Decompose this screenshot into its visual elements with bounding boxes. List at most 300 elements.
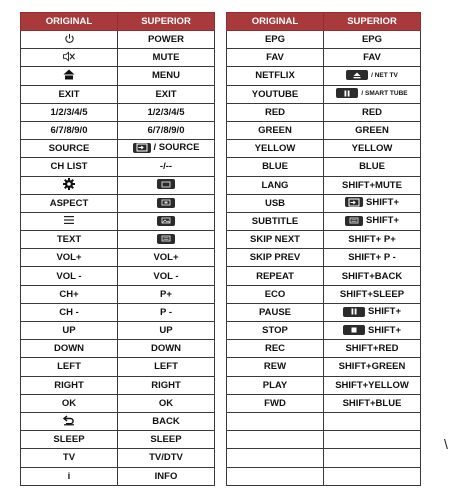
right-superior-cell: [324, 231, 421, 249]
left-superior-text: / SOURCE: [153, 142, 200, 154]
left-superior-cell-content: [153, 271, 178, 282]
right-superior-cell-content: [340, 289, 404, 300]
right-superior-text: EPG: [361, 34, 383, 46]
table-row: [227, 322, 421, 340]
left-original-text: DOWN: [53, 343, 85, 355]
table-row: [21, 31, 215, 49]
left-original-cell-content: [54, 343, 84, 354]
left-original-cell-content: [62, 51, 76, 62]
left-original-cell: [21, 121, 118, 139]
stray-mark: \: [444, 436, 448, 452]
right-superior-cell-content: [362, 34, 382, 45]
left-original-cell: [21, 158, 118, 176]
right-superior-cell: [324, 449, 421, 467]
left-superior-cell: [118, 431, 215, 449]
source-key-icon: [345, 197, 363, 207]
right-original-cell: [227, 358, 324, 376]
table-row: [21, 340, 215, 358]
right-superior-cell-content: [348, 234, 396, 245]
left-original-cell-content: [68, 471, 71, 482]
left-original-cell: [21, 376, 118, 394]
left-superior-text: MENU: [152, 70, 180, 82]
right-superior-cell-content: [355, 125, 389, 136]
left-superior-cell: [118, 249, 215, 267]
left-original-cell-content: [63, 215, 75, 225]
left-original-cell: [21, 140, 118, 158]
source-key-icon: [133, 143, 151, 153]
left-original-text: CH+: [59, 288, 79, 300]
left-original-cell-content: [63, 415, 75, 426]
table-row: [21, 121, 215, 139]
right-original-cell-content: [258, 125, 292, 136]
table-row: [21, 267, 215, 285]
right-header-row: [227, 13, 421, 31]
right-original-cell-content: [262, 325, 288, 336]
aspect-key-icon: [157, 198, 175, 208]
table-row: [227, 194, 421, 212]
left-original-cell: [21, 340, 118, 358]
right-original-cell: [227, 249, 324, 267]
right-header-original: ORIGINAL: [227, 13, 324, 31]
left-superior-cell: [118, 358, 215, 376]
right-original-cell-content: [250, 252, 301, 263]
right-original-cell: [227, 31, 324, 49]
right-superior-cell-content: [343, 306, 401, 317]
right-superior-text: SHIFT+RED: [345, 343, 399, 355]
right-original-text: BLUE: [262, 161, 288, 173]
right-superior-cell-content: [335, 380, 409, 391]
right-superior-text: SHIFT+: [368, 306, 401, 318]
left-superior-cell-content: [160, 289, 172, 300]
right-original-cell: [227, 140, 324, 158]
table-row: [21, 231, 215, 249]
table-row: [227, 431, 421, 449]
left-original-text: SLEEP: [53, 434, 85, 446]
right-original-cell-content: [252, 89, 298, 100]
left-original-cell-content: [64, 33, 75, 44]
left-original-cell-content: [50, 198, 89, 209]
table-row: [227, 358, 421, 376]
right-original-cell-content: [265, 107, 285, 118]
right-superior-cell-content: [352, 143, 393, 154]
right-superior-cell-content: [339, 361, 406, 372]
pause-key-icon: [336, 88, 358, 98]
right-superior-cell: [324, 158, 421, 176]
left-superior-text: EXIT: [155, 88, 177, 100]
right-superior-cell: [324, 212, 421, 230]
right-superior-cell-content: [343, 325, 401, 336]
left-original-cell: [21, 449, 118, 467]
left-original-cell: [21, 285, 118, 303]
left-superior-text: VOL+: [153, 252, 179, 264]
left-superior-cell: [118, 267, 215, 285]
left-superior-text: RIGHT: [151, 379, 181, 391]
table-row: [227, 176, 421, 194]
right-original-text: EPG: [264, 34, 286, 46]
left-superior-cell: [118, 176, 215, 194]
right-original-text: REC: [264, 343, 286, 355]
right-original-cell: [227, 394, 324, 412]
table-row: [227, 412, 421, 430]
left-superior-cell-content: [152, 70, 180, 81]
right-superior-cell: [324, 358, 421, 376]
left-superior-cell: [118, 412, 215, 430]
table-row: [227, 285, 421, 303]
right-superior-cell: [324, 121, 421, 139]
left-table-body: [21, 31, 215, 486]
left-original-text: RIGHT: [54, 379, 84, 391]
right-superior-cell-content: [345, 343, 398, 354]
table-row: [21, 158, 215, 176]
left-superior-cell-content: [148, 34, 184, 45]
left-superior-cell-content: [148, 125, 185, 136]
left-original-cell: [21, 31, 118, 49]
table-row: [227, 467, 421, 485]
left-superior-text: -/--: [159, 161, 173, 173]
left-superior-cell-content: [157, 216, 175, 226]
left-superior-cell-content: [157, 198, 175, 208]
right-original-cell: [227, 231, 324, 249]
right-original-text: YOUTUBE: [251, 88, 299, 100]
table-row: [21, 140, 215, 158]
left-original-cell-content: [49, 143, 90, 154]
left-superior-text: LEFT: [154, 361, 178, 373]
left-superior-cell: [118, 467, 215, 485]
right-superior-cell-content: [345, 197, 399, 208]
right-superior-cell: [324, 194, 421, 212]
left-superior-cell: [118, 449, 215, 467]
left-original-cell-content: [63, 69, 75, 80]
left-superior-text: P -: [160, 306, 172, 318]
left-superior-text: TV/DTV: [149, 452, 183, 464]
left-superior-text: MUTE: [152, 52, 180, 64]
left-superior-cell-content: [151, 380, 181, 391]
screen-key-icon: [157, 179, 175, 189]
right-original-cell-content: [250, 234, 300, 245]
left-header-superior: SUPERIOR: [118, 13, 215, 31]
mute-icon: [62, 51, 76, 62]
right-original-text: PLAY: [262, 379, 288, 391]
right-original-cell-content: [255, 143, 296, 154]
table-row: [21, 249, 215, 267]
right-superior-text: FAV: [363, 52, 381, 64]
settings-gear-icon: [63, 178, 75, 190]
right-original-cell-content: [266, 52, 284, 63]
right-original-cell: [227, 431, 324, 449]
right-original-text: RED: [264, 106, 286, 118]
left-original-cell-content: [63, 452, 75, 463]
right-superior-cell: [324, 340, 421, 358]
left-header-row: [21, 13, 215, 31]
right-superior-text: SHIFT+MUTE: [342, 179, 402, 191]
right-original-text: SKIP NEXT: [250, 234, 300, 246]
left-superior-cell-content: [153, 252, 178, 263]
right-superior-cell: [324, 267, 421, 285]
right-superior-text: SHIFT+BLUE: [342, 397, 402, 409]
left-original-cell: [21, 358, 118, 376]
right-superior-text: SHIFT+ P -: [348, 252, 396, 264]
left-original-cell: [21, 431, 118, 449]
table-row: [227, 49, 421, 67]
right-superior-text: SHIFT+: [366, 196, 399, 208]
table-row: [227, 449, 421, 467]
left-superior-cell-content: [157, 234, 175, 244]
right-original-text: FWD: [264, 397, 286, 409]
left-superior-cell-content: [148, 107, 185, 118]
left-superior-cell-content: [151, 343, 181, 354]
left-original-text: TV: [62, 452, 76, 464]
right-superior-cell: [324, 467, 421, 485]
left-superior-cell: [118, 231, 215, 249]
power-icon: [64, 33, 75, 44]
left-original-cell-content: [59, 307, 79, 318]
left-original-cell-content: [51, 107, 88, 118]
left-original-cell: [21, 212, 118, 230]
left-superior-text: DOWN: [150, 343, 182, 355]
right-superior-text: YELLOW: [351, 143, 393, 155]
table-row: [21, 49, 215, 67]
table-row: [227, 67, 421, 85]
left-original-cell-content: [63, 178, 75, 190]
pause-key-icon: [343, 307, 365, 317]
right-superior-cell: [324, 140, 421, 158]
right-superior-cell: [324, 249, 421, 267]
table-row: [21, 212, 215, 230]
back-arrow-icon: [63, 415, 75, 426]
right-original-cell-content: [262, 180, 289, 191]
right-original-cell-content: [264, 361, 286, 372]
right-superior-text: BLUE: [359, 161, 385, 173]
right-original-text: REPEAT: [256, 270, 294, 282]
left-original-cell-content: [51, 125, 88, 136]
left-original-cell-content: [56, 252, 81, 263]
right-original-cell: [227, 467, 324, 485]
left-superior-cell: [118, 194, 215, 212]
table-row: [227, 394, 421, 412]
left-original-cell: [21, 394, 118, 412]
left-original-cell: [21, 231, 118, 249]
left-original-cell: [21, 249, 118, 267]
left-superior-cell: [118, 49, 215, 67]
table-row: [21, 176, 215, 194]
left-superior-cell: [118, 322, 215, 340]
left-superior-cell-content: [160, 161, 172, 172]
right-superior-cell: [324, 322, 421, 340]
left-superior-text: SLEEP: [150, 434, 182, 446]
left-superior-cell: [118, 303, 215, 321]
right-superior-cell: [324, 285, 421, 303]
stop-key-icon: [343, 325, 365, 335]
table-row: [227, 158, 421, 176]
left-superior-text: INFO: [154, 470, 178, 482]
left-original-text: CH LIST: [50, 161, 88, 173]
right-original-cell: [227, 303, 324, 321]
right-superior-cell: [324, 67, 421, 85]
left-superior-cell: [118, 340, 215, 358]
left-superior-cell: [118, 85, 215, 103]
table-row: [21, 467, 215, 485]
left-original-text: SOURCE: [48, 143, 90, 155]
home-icon: [63, 69, 75, 80]
table-row: [21, 376, 215, 394]
right-original-cell: [227, 412, 324, 430]
right-original-cell-content: [255, 70, 295, 81]
right-mapping-table: [226, 12, 421, 486]
right-superior-cell-content: [362, 107, 382, 118]
right-original-text: GREEN: [258, 125, 292, 137]
right-superior-cell-content: [336, 88, 407, 98]
right-original-cell: [227, 449, 324, 467]
left-original-cell: [21, 322, 118, 340]
right-original-cell-content: [256, 271, 294, 282]
right-superior-cell-content: [342, 180, 402, 191]
right-original-cell: [227, 267, 324, 285]
right-superior-text: SHIFT+YELLOW: [335, 379, 409, 391]
right-superior-cell: [324, 431, 421, 449]
left-original-cell-content: [57, 361, 81, 372]
left-superior-cell-content: [150, 434, 181, 445]
right-superior-cell: [324, 103, 421, 121]
right-superior-cell-content: [346, 70, 398, 80]
left-header-original: ORIGINAL: [21, 13, 118, 31]
table-row: [227, 303, 421, 321]
table-row: [227, 340, 421, 358]
table-row: [21, 449, 215, 467]
table-row: [21, 85, 215, 103]
right-original-cell-content: [265, 343, 285, 354]
right-original-cell: [227, 67, 324, 85]
right-superior-cell: [324, 412, 421, 430]
table-row: [21, 431, 215, 449]
table-row: [227, 85, 421, 103]
right-original-cell: [227, 103, 324, 121]
right-original-cell-content: [265, 34, 285, 45]
text-key-icon: [157, 234, 175, 244]
left-original-text: OK: [61, 397, 77, 409]
left-superior-cell-content: [159, 325, 172, 336]
left-superior-cell: [118, 212, 215, 230]
left-original-text: ASPECT: [49, 197, 89, 209]
right-original-cell-content: [265, 198, 285, 209]
right-superior-cell: [324, 303, 421, 321]
right-original-text: USB: [264, 197, 286, 209]
left-superior-text: UP: [159, 325, 173, 337]
left-original-cell: [21, 412, 118, 430]
menu-lines-icon: [63, 215, 75, 225]
left-superior-cell: [118, 31, 215, 49]
left-original-cell: [21, 67, 118, 85]
left-superior-text: BACK: [152, 416, 180, 428]
left-superior-text: POWER: [148, 34, 184, 46]
right-original-cell: [227, 49, 324, 67]
left-superior-cell-content: [149, 452, 183, 463]
left-original-text: 6/7/8/9/0: [50, 125, 88, 137]
right-original-cell-content: [259, 307, 291, 318]
right-original-text: ECO: [264, 288, 286, 300]
right-superior-cell: [324, 394, 421, 412]
left-superior-cell-content: [152, 416, 179, 427]
left-superior-cell-content: [154, 361, 178, 372]
left-original-text: LEFT: [57, 361, 81, 373]
table-row: [21, 394, 215, 412]
left-superior-cell-content: [157, 179, 175, 189]
table-row: [227, 212, 421, 230]
table-row: [21, 194, 215, 212]
right-superior-text: SHIFT+: [368, 324, 401, 336]
right-original-cell: [227, 322, 324, 340]
right-superior-text: RED: [361, 106, 383, 118]
left-original-cell-content: [58, 89, 79, 100]
right-original-text: YELLOW: [254, 143, 296, 155]
left-original-cell-content: [56, 271, 81, 282]
left-original-cell-content: [54, 380, 84, 391]
left-original-cell: [21, 467, 118, 485]
left-superior-cell-content: [160, 307, 172, 318]
left-superior-cell: [118, 394, 215, 412]
left-superior-cell-content: [153, 52, 180, 63]
left-original-cell: [21, 103, 118, 121]
left-original-text: TEXT: [56, 234, 82, 246]
right-original-cell: [227, 212, 324, 230]
left-superior-text: OK: [158, 397, 174, 409]
right-original-cell-content: [262, 161, 288, 172]
right-superior-cell: [324, 49, 421, 67]
left-original-text: CH -: [59, 306, 79, 318]
left-original-cell-content: [51, 161, 88, 172]
table-row: [227, 376, 421, 394]
table-row: [227, 31, 421, 49]
left-superior-text: P+: [160, 288, 172, 300]
right-original-cell: [227, 194, 324, 212]
left-original-cell: [21, 49, 118, 67]
left-original-cell: [21, 267, 118, 285]
right-superior-cell: [324, 85, 421, 103]
left-superior-text: VOL -: [153, 270, 179, 282]
left-original-text: VOL+: [56, 252, 82, 264]
right-original-text: STOP: [262, 325, 288, 337]
right-superior-text: SHIFT+SLEEP: [339, 288, 405, 300]
right-original-cell: [227, 176, 324, 194]
right-original-cell: [227, 285, 324, 303]
left-original-text: i: [67, 470, 71, 482]
left-original-text: EXIT: [58, 88, 80, 100]
eject-key-icon: [346, 70, 368, 80]
right-original-text: REW: [263, 361, 287, 373]
table-row: [227, 249, 421, 267]
left-superior-cell-content: [133, 142, 200, 153]
table-row: [227, 121, 421, 139]
right-superior-text: SHIFT+ P+: [348, 234, 396, 246]
left-original-cell-content: [53, 434, 84, 445]
right-original-cell-content: [263, 380, 287, 391]
left-superior-cell: [118, 376, 215, 394]
left-mapping-table: [20, 12, 215, 486]
table-row: [21, 322, 215, 340]
right-superior-cell: [324, 376, 421, 394]
left-original-text: UP: [62, 325, 76, 337]
right-superior-cell-content: [363, 52, 381, 63]
right-superior-cell-content: [348, 252, 396, 263]
left-superior-cell-content: [155, 471, 178, 482]
right-original-text: NETFLIX: [255, 70, 295, 82]
left-superior-cell: [118, 103, 215, 121]
table-row: [21, 103, 215, 121]
table-row: [227, 103, 421, 121]
right-table-body: [227, 31, 421, 486]
right-superior-text: SHIFT+BACK: [341, 270, 403, 282]
table-row: [227, 231, 421, 249]
table-row: [21, 303, 215, 321]
